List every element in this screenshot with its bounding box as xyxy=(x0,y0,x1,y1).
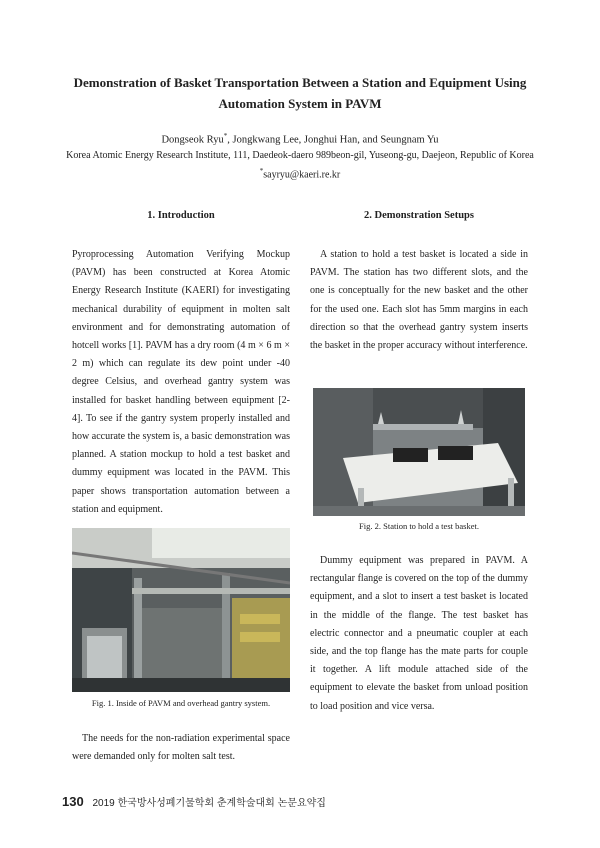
figure-2-image xyxy=(313,388,525,516)
station-photo xyxy=(313,388,525,516)
intro-paragraph-1: Pyroprocessing Automation Verifying Mockup (PAVM) has been constructed at Korea Atomic Energy Research Institute (KAERI) for investigating mechanical durability of equipment in molten salt environment and for demonstrating automation of hotcell works [1]. PAVM has a dry room (4 m × 6 m × 2 m) which can regulate its dew point under -40 degree Celsius, and overhead gantry system was installed for basket handling between equipment [2-4]. To see if the gantry system properly installed and how accurate the system is, a basic demonstration was planned. A station mockup to hold a test basket and dummy equipment was located in the PAVM. This paper shows transportation automation between a station and equipment. xyxy=(72,249,290,515)
affiliation: Korea Atomic Energy Research Institute, 111, Daedeok-daero 989beon-gil, Yuseong-gu, Daejeon, Republic of Korea xyxy=(66,150,534,161)
paper-title: Demonstration of Basket Transportation Between a Station and Equipment Using Automation System in PAVM xyxy=(73,75,527,111)
email: *sayryu@kaeri.re.kr xyxy=(259,167,341,181)
setup-paragraph-2: Dummy equipment was prepared in PAVM. A rectangular flange is covered on the top of the dummy equipment, and a slot to insert a test basket is located in the middle of the flange. The test basket has electric connector and a pneumatic coupler at each side, and the top flange has the mate parts for couple it together. A lift module attached side of the equipment to elevate the basket from unload position to load position and vice versa. xyxy=(310,555,528,712)
page-number: 130 xyxy=(62,794,84,809)
figure-1-caption: Fig. 1. Inside of PAVM and overhead gantry system. xyxy=(91,698,271,708)
page-footer xyxy=(62,794,326,809)
intro-paragraph-2: The needs for the non-radiation experimental space were demanded only for molten salt test. xyxy=(72,733,290,763)
pavm-interior-photo xyxy=(72,528,290,692)
heading-setups: 2. Demonstration Setups xyxy=(364,210,474,221)
setup-paragraph-1: A station to hold a test basket is located a side in PAVM. The station has two different slots, and the one is conceptually for the new basket and the other for the used one. Each slot has 5mm margins in each direction so that the overhead gantry system inserts the basket in the proper accuracy without interference. xyxy=(310,249,528,352)
figure-2-caption: Fig. 2. Station to hold a test basket. xyxy=(359,521,479,531)
heading-introduction: 1. Introduction xyxy=(147,210,215,221)
authors: Dongseok Ryu*, Jongkwang Lee, Jonghui Han, and Seungnam Yu xyxy=(161,132,439,146)
journal-name: 2019 한국방사성폐기물학회 춘계학술대회 논문요약집 xyxy=(92,798,326,809)
figure-1-image xyxy=(72,528,290,692)
